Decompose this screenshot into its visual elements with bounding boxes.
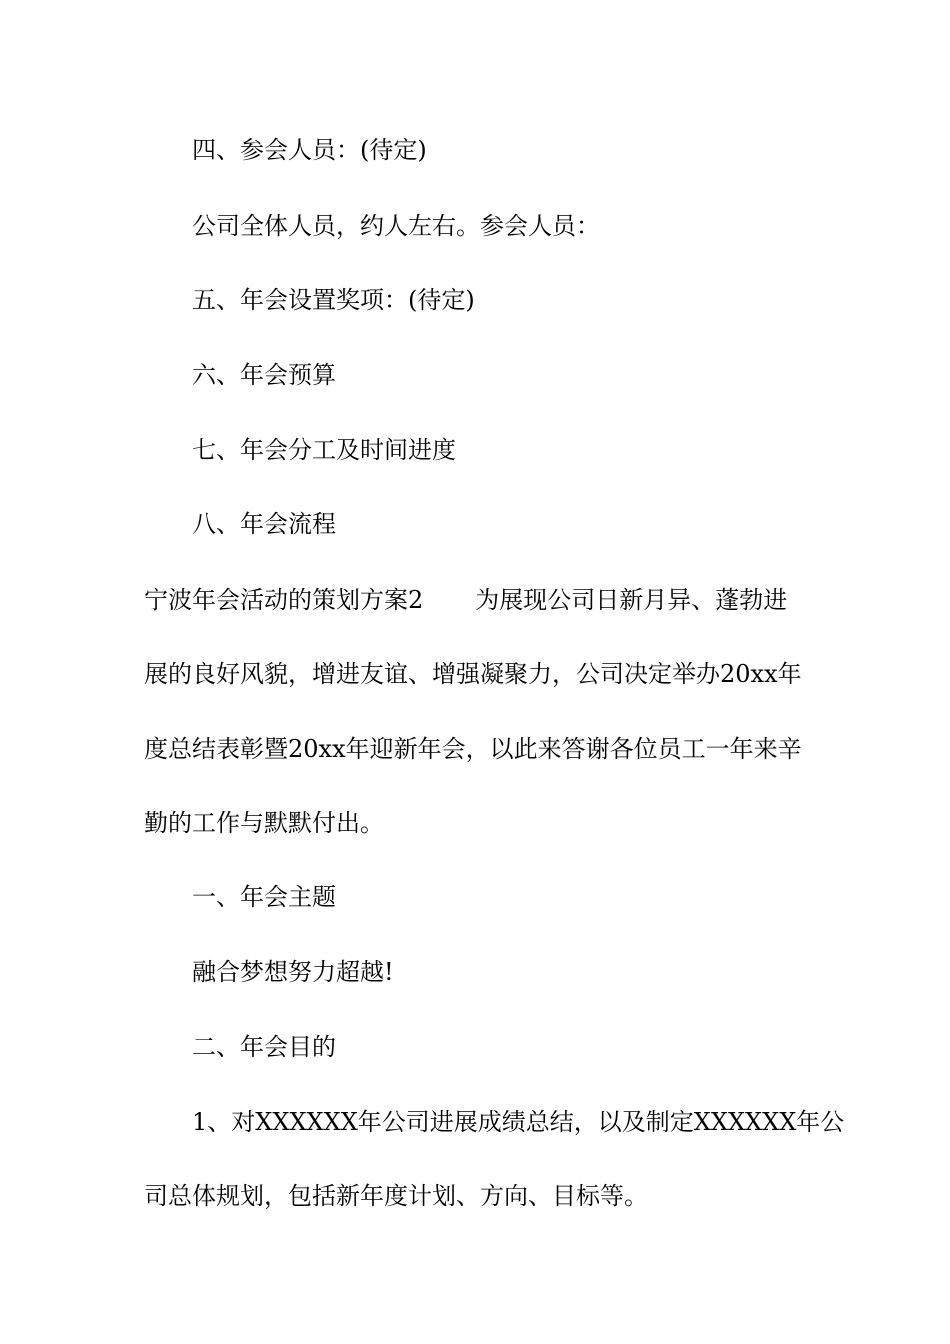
plan-title-line (144, 584, 824, 616)
intro-paragraph-line-2: 展的良好风貌，增进友谊、增强凝聚力，公司决定举办20xx年 (144, 660, 802, 688)
purpose-item-1-line-1: 1、对XXXXXX年公司进展成绩总结，以及制定XXXXXX年公 (192, 1108, 845, 1136)
purpose-item-1-line-2: 司总体规划，包括新年度计划、方向、目标等。 (144, 1182, 648, 1210)
section-purpose-heading: 二、年会目的 (192, 1033, 336, 1061)
plan-title: 宁波年会活动的策划方案2 (144, 586, 424, 614)
section-schedule-heading: 七、年会分工及时间进度 (192, 436, 456, 464)
plan-intro-text: 为展现公司日新月异、蓬勃进 (475, 586, 788, 614)
section-attendees-heading: 四、参会人员：(待定) (192, 136, 427, 164)
section-theme-heading: 一、年会主题 (192, 883, 336, 911)
intro-paragraph-line-4: 勤的工作与默默付出。 (144, 809, 384, 837)
attendees-text: 公司全体人员，约人左右。参会人员： (192, 212, 600, 240)
section-awards-heading: 五、年会设置奖项：(待定) (192, 286, 475, 314)
intro-paragraph-line-3: 度总结表彰暨20xx年迎新年会，以此来答谢各位员工一年来辛 (144, 735, 802, 763)
theme-text: 融合梦想努力超越! (192, 958, 394, 986)
section-process-heading: 八、年会流程 (192, 510, 336, 538)
section-budget-heading: 六、年会预算 (192, 361, 336, 389)
